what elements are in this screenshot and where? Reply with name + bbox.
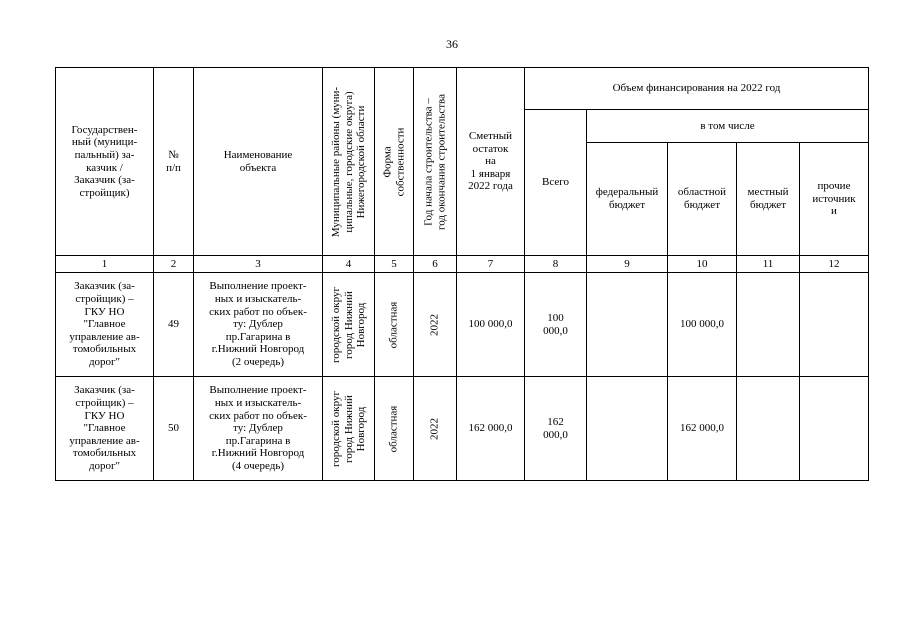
column-number: 12 — [800, 256, 869, 273]
header-customer: Государствен- ный (муници- пальный) за- казчик / Заказчик (за- стройщик) — [56, 68, 154, 256]
row-number: 49 — [154, 273, 194, 377]
column-number: 3 — [194, 256, 323, 273]
table-row — [56, 273, 869, 377]
row-other — [800, 377, 869, 481]
table-row — [56, 377, 869, 481]
column-number: 8 — [525, 256, 587, 273]
header-years: Год начала строительства – год окончания строительства — [414, 68, 457, 256]
row-customer: Заказчик (за- стройщик) – ГКУ НО "Главное управление ав- томобильных дорог" — [56, 273, 154, 377]
column-number: 5 — [375, 256, 414, 273]
row-local — [737, 273, 800, 377]
row-federal — [587, 377, 668, 481]
column-number: 6 — [414, 256, 457, 273]
row-number: 50 — [154, 377, 194, 481]
row-estimate: 100 000,0 — [457, 273, 525, 377]
row-years: 2022 — [414, 377, 457, 481]
column-number: 9 — [587, 256, 668, 273]
row-federal — [587, 273, 668, 377]
row-object-name: Выполнение проект- ных и изыскатель- ских работ по объек- ту: Дублер пр.Гагарина в г.Нижний Новгород (2 очередь) — [194, 273, 323, 377]
column-number: 11 — [737, 256, 800, 273]
row-ownership: областная — [375, 377, 414, 481]
page-number: 36 — [446, 37, 458, 51]
row-total: 162 000,0 — [525, 377, 587, 481]
financing-table — [55, 67, 869, 481]
column-number-row — [56, 256, 869, 273]
header-estimate: Сметный остаток на 1 января 2022 года — [457, 68, 525, 256]
header-ownership: Форма собственности — [375, 68, 414, 256]
header-number: № п/п — [154, 68, 194, 256]
header-object-name: Наименование объекта — [194, 68, 323, 256]
column-number: 4 — [323, 256, 375, 273]
row-estimate: 162 000,0 — [457, 377, 525, 481]
row-regional: 162 000,0 — [668, 377, 737, 481]
row-local — [737, 377, 800, 481]
row-ownership: областная — [375, 273, 414, 377]
column-number: 1 — [56, 256, 154, 273]
header-districts: Муниципальные районы (муни- ципальные, городские округа) Нижегородской области — [323, 68, 375, 256]
header-regional: областной бюджет — [668, 143, 737, 256]
row-object-name: Выполнение проект- ных и изыскатель- ских работ по объек- ту: Дублер пр.Гагарина в г.Нижний Новгород (4 очередь) — [194, 377, 323, 481]
row-other — [800, 273, 869, 377]
header-including: в том числе — [587, 110, 869, 143]
row-district: городской округ город Нижний Новгород — [323, 377, 375, 481]
row-regional: 100 000,0 — [668, 273, 737, 377]
header-local: местный бюджет — [737, 143, 800, 256]
row-district: городской округ город Нижний Новгород — [323, 273, 375, 377]
row-customer: Заказчик (за- стройщик) – ГКУ НО "Главное управление ав- томобильных дорог" — [56, 377, 154, 481]
header-other: прочие источник и — [800, 143, 869, 256]
column-number: 2 — [154, 256, 194, 273]
row-total: 100 000,0 — [525, 273, 587, 377]
header-funding: Объем финансирования на 2022 год — [525, 68, 869, 110]
row-years: 2022 — [414, 273, 457, 377]
column-number: 10 — [668, 256, 737, 273]
column-number: 7 — [457, 256, 525, 273]
header-federal: федеральный бюджет — [587, 143, 668, 256]
header-total: Всего — [525, 110, 587, 256]
